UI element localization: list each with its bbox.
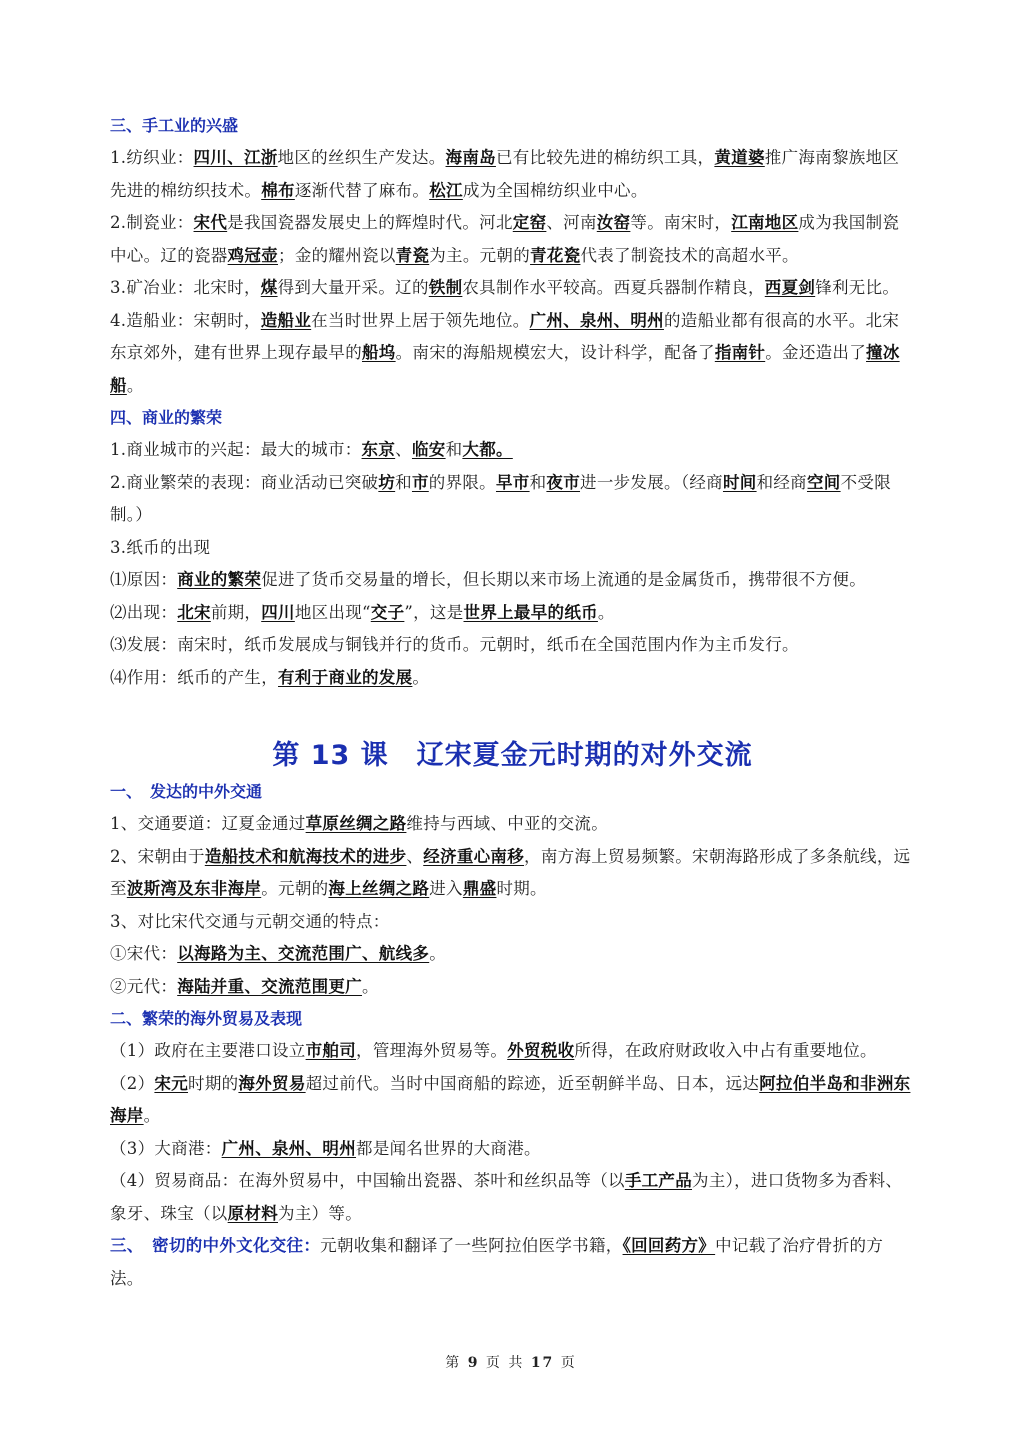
paragraph-trade-3 [110,1133,915,1166]
text-run: 逐渐代替了麻布。 [294,180,430,200]
text-run: 为主。元朝的 [429,245,531,265]
key-term: 海南岛 [445,148,496,167]
section-heading-handicraft: 三、手工业的兴盛 [110,116,239,135]
text-run: 都是闻名世界的大商港。 [356,1138,541,1158]
paragraph-prosperity [110,467,915,532]
footer-mid: 页 共 [485,1355,525,1371]
key-term: 大都。 [462,440,513,459]
text-run: 锋利无比。 [815,278,900,297]
text-run: 。元朝的 [261,879,329,898]
key-term: 原材料 [227,1203,279,1223]
paragraph-mining [110,272,915,305]
paragraph-trade-4 [110,1165,915,1230]
text-run: 所得，在政府财政收入中占有重要地位。 [574,1041,877,1060]
text-run: 和 [529,472,547,492]
text-run: 、河南 [546,213,597,232]
text-run: 元朝收集和翻译了一些阿拉伯医学书籍， [320,1236,623,1255]
text-run: ⑶发展：南宋时，纸币发展成与铜钱并行的货币。元朝时，纸币在全国范围内作为主币发行。 [110,635,799,654]
text-run: 1.商业城市的兴起：最大的城市： [110,440,362,459]
text-run: 。 [429,944,447,963]
text-run: 2.商业繁荣的表现：商业活动已突破 [110,472,379,492]
text-run: 。 [412,667,430,687]
text-run: 3、对比宋代交通与元朝交通的特点： [110,911,390,931]
key-term: 草原丝绸之路 [305,814,407,833]
paragraph-routes [110,808,915,841]
paragraph-cities [110,434,915,467]
footer-suffix: 页 [560,1355,577,1371]
text-run: 。南宋的海船规模宏大，设计科学，配备了 [395,343,715,362]
key-term: 《回回药方》 [622,1236,716,1255]
text-run: ⑴原因： [110,570,178,589]
key-term: 造船业 [260,310,312,330]
key-term: 空间 [806,472,841,492]
key-term: 市 [411,472,429,492]
key-term: 海外贸易 [238,1073,306,1093]
key-term: 东京 [361,440,396,459]
paragraph-song-routes [110,841,915,906]
text-run: （2） [110,1073,155,1093]
paragraph-textile [110,142,915,207]
text-run: 前期， [210,602,262,622]
key-term: 临安 [411,440,446,459]
key-term: 以海路为主、交流范围广、航线多 [177,944,430,963]
key-term: 经济重心南移 [423,846,525,866]
text-run: 、 [406,846,424,866]
paragraph-culture [110,1230,915,1295]
key-term: 外贸税收 [507,1041,575,1060]
text-run: 时期的 [188,1073,239,1093]
text-run: 的界限。 [428,472,496,492]
key-term: 汝窑 [596,213,631,232]
key-term: 宋元 [154,1073,189,1093]
text-run: ⑷作用：纸币的产生， [110,667,278,687]
text-run: 2.制瓷业： [110,213,194,232]
section-heading-culture: 三、 密切的中外文化交往： [110,1236,321,1255]
key-term: 广州、泉州、明州 [529,310,664,330]
text-run: ，南方海上贸易频繁。宋朝海路形成了多条航线，远至 [110,846,911,898]
key-term: 西夏剑 [764,278,816,297]
text-run: 。 [126,375,144,395]
text-run: 地区的丝织生产发达。 [277,148,446,167]
key-term: 棉布 [261,180,295,200]
key-term: 四川、江浙 [193,148,278,167]
text-run: 时期。 [496,879,547,898]
key-term: 煤 [260,278,278,297]
text-run: ”，这是 [404,602,464,622]
text-run: 农具制作水平较高。西夏兵器制作精良， [462,278,765,297]
key-term: 海上丝绸之路 [328,879,430,898]
text-run: 2、宋朝由于 [110,846,205,866]
text-run: 推广海南黎族地区先进的棉纺织技术。 [110,148,900,200]
key-term: 松江 [429,180,463,200]
text-run: 和 [395,472,412,492]
lesson-title: 第 13 课 辽宋夏金元时期的对外交流 [272,740,753,771]
text-run: ，管理海外贸易等。 [356,1041,508,1060]
key-term: 北宋 [177,602,211,622]
text-run: 、 [395,440,412,459]
text-run: 是我国瓷器发展史上的辉煌时代。河北 [227,213,513,232]
key-term: 海陆并重、交流范围更广 [177,976,363,996]
text-run: 进入 [429,879,463,898]
key-term: 铁制 [428,278,463,297]
key-term: 波斯湾及东非海岸 [126,879,262,898]
text-run: （4）贸易商品：在海外贸易中，中国输出瓷器、茶叶和丝织品等（以 [110,1171,625,1190]
key-term: 时间 [722,472,757,492]
text-run: 维持与西域、中亚的交流。 [406,814,609,833]
text-run: 地区出现“ [294,602,371,622]
text-run: 促进了货币交易量的增长，但长期以来市场上流通的是金属货币，携带很不方便。 [261,570,867,589]
paragraph-compare [110,906,915,939]
key-term: 世界上最早的纸币 [463,602,598,622]
text-run: 。 [143,1106,161,1125]
page-number: 9 [467,1355,480,1371]
key-term: 鼎盛 [462,879,497,898]
paragraph-appearance [110,597,915,630]
key-term: 宋代 [193,213,228,232]
key-term: 鸡冠壶 [227,245,279,265]
text-run: ；金的耀州瓷以 [278,245,396,265]
text-run: 成为我国制瓷中心。辽的瓷器 [110,213,900,265]
page-content [110,110,915,1295]
page-total: 17 [530,1355,555,1371]
key-term: 四川 [261,602,295,622]
paragraph-trade-2 [110,1068,915,1133]
text-run: 3.矿冶业：北宋时， [110,278,261,297]
key-term: 坊 [378,472,396,492]
text-run: 代表了制瓷技术的高超水平。 [580,245,799,265]
key-term: 阿拉伯半岛和非洲东海岸 [110,1073,911,1125]
text-run: 进一步发展。（经商 [580,472,723,492]
key-term: 广州、泉州、明州 [221,1138,357,1158]
text-run: ①宋代： [110,944,178,963]
key-term: 商业的繁荣 [177,570,262,589]
text-run: （3）大商港： [110,1138,222,1158]
paragraph-song-features [110,938,915,971]
text-run: 在当时世界上居于领先地位。 [311,310,530,330]
text-run: 不受限制。） [110,472,891,524]
key-term: 有利于商业的发展 [278,667,413,687]
key-term: 撞冰船 [110,343,900,395]
key-term: 江南地区 [731,213,799,232]
key-term: 手工产品 [624,1171,693,1190]
text-run: （1）政府在主要港口设立 [110,1041,306,1060]
text-run: 。金还造出了 [765,343,867,362]
text-run: 和经商 [756,472,807,492]
text-run: 的造船业都有很高的水平。北宋东京郊外，建有世界上现存最早的 [110,310,900,362]
key-term: 交子 [370,602,405,622]
section-heading-trade: 二、繁荣的海外贸易及表现 [110,1009,303,1028]
key-term: 市舶司 [305,1041,357,1060]
text-run: 超过前代。当时中国商船的踪迹，近至朝鲜半岛、日本，远达 [305,1073,760,1093]
section-heading-transport: 一、 发达的中外交通 [110,782,263,801]
footer-prefix: 第 [445,1355,462,1371]
text-run: 1、交通要道：辽夏金通过 [110,814,306,833]
key-term: 早市 [495,472,530,492]
paragraph-trade-1 [110,1035,915,1068]
text-run: 4.造船业：宋朝时， [110,310,261,330]
paragraph-shipbuilding [110,305,915,403]
key-term: 指南针 [714,343,766,362]
text-run: 已有比较先进的棉纺织工具， [495,148,715,167]
text-run: 为主），进口货物多为香料、象牙、珠宝（以 [110,1171,903,1223]
paragraph-cause [110,564,915,597]
text-run: 成为全国棉纺织业中心。 [462,180,648,200]
paragraph-effect [110,662,915,695]
key-term: 青瓷 [395,245,430,265]
text-run: 为主）等。 [278,1203,363,1223]
paragraph-porcelain [110,207,915,272]
paragraph-paper-money [110,532,915,565]
key-term: 青花瓷 [530,245,581,265]
paragraph-yuan-features [110,971,915,1004]
text-run: 等。南宋时， [630,213,732,232]
text-run: 3.纸币的出现 [110,537,211,557]
paragraph-development [110,629,915,662]
key-term: 造船技术和航海技术的进步 [204,846,407,866]
text-run: 1.纺织业： [110,148,194,167]
section-heading-commerce: 四、商业的繁荣 [110,408,223,427]
text-run: 。 [362,976,379,996]
key-term: 定窑 [512,213,547,232]
text-run: 。 [597,602,615,622]
key-term: 夜市 [546,472,581,492]
text-run: 中记载了治疗骨折的方法。 [110,1236,884,1288]
page-footer [0,1352,1022,1372]
key-term: 船坞 [362,343,396,362]
text-run: ⑵出现： [110,602,178,622]
text-run: ②元代： [110,976,178,996]
text-run: 得到大量开采。辽的 [277,278,429,297]
key-term: 黄道婆 [714,148,765,167]
text-run: 和 [445,440,463,459]
